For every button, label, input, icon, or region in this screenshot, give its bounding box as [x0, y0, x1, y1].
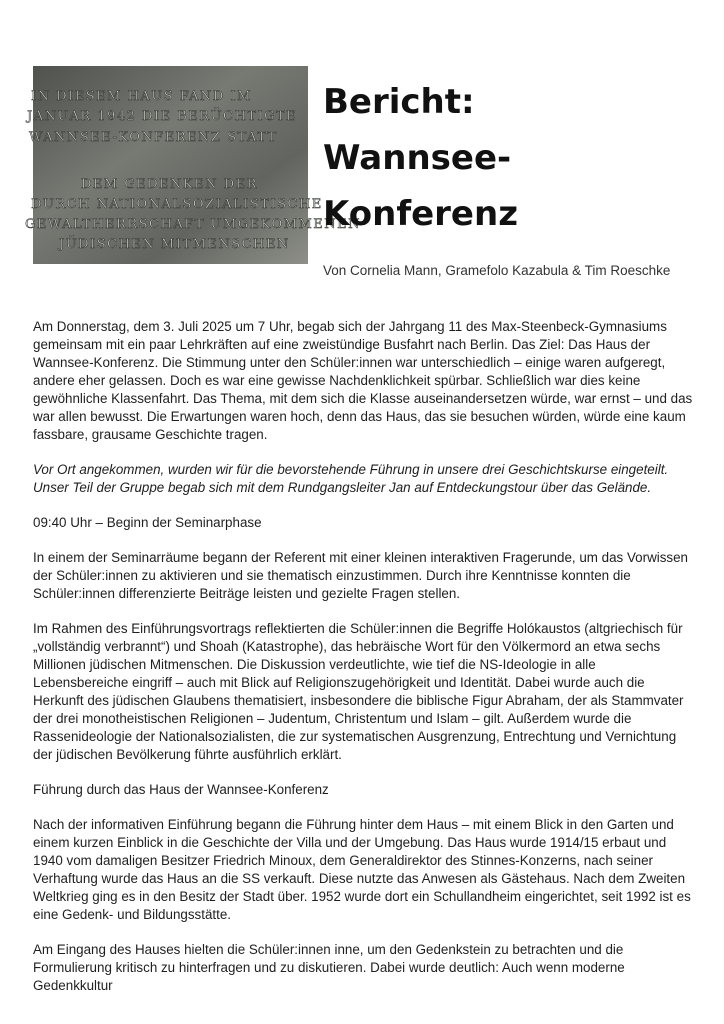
author-byline: Von Cornelia Mann, Gramefolo Kazabula & Tim Roeschke: [323, 263, 671, 278]
section-heading-seminar: 09:40 Uhr – Beginn der Seminarphase: [33, 515, 262, 530]
section-heading-tour: Führung durch das Haus der Wannsee-Konferenz: [33, 782, 329, 797]
title-line: Bericht:: [323, 82, 475, 122]
paragraph-lecture: Im Rahmen des Einführungsvortrags reflektierten die Schüler:innen die Begriffe Holókaustos (altgriechisch für „vollständig verbrannt“) und Shoah (Katastrophe), das hebräische Wort für den Völkermord an etwa sechs Millionen jüdischen Mitmenschen. Die Diskussion verdeutlichte, wie tief die NS-Ideologie in alle Lebensbereiche eingriff – auch mit Blick auf Religionszugehörigkeit und Identität. Dabei wurde auch die Herkunft des jüdischen Glaubens thematisiert, insbesondere die biblische Figur Abraham, der als Stammvater der drei monotheistischen Religionen – Judentum, Christentum und Islam – gilt. Außerdem wurde die Rassenideologie der Nationalsozialisten, die zur systematischen Ausgrenzung, Entrechtung und Vernichtung der jüdischen Bevölkerung führte ausführlich erklärt.: [33, 621, 684, 762]
paragraph-intro: Am Donnerstag, dem 3. Juli 2025 um 7 Uhr, begab sich der Jahrgang 11 des Max-Steenbeck-Gymnasiums gemeinsam mit ein paar Lehrkräften auf eine zweistündige Busfahrt nach Berlin. Das Ziel: Das Haus der Wannsee-Konferenz. Die Stimmung unter den Schüler:innen war unterschiedlich – einige waren aufgeregt, andere eher gelassen. Doch es war eine gewisse Nachdenklichkeit spürbar. Schließlich war dies keine gewöhnliche Klassenfahrt. Das Thema, mit dem sich die Klasse auseinandersetzen würde, war ernst – und das war allen bewusst. Die Erwartungen waren hoch, denn das Haus, das sie besuchen würden, würde eine kaum fassbare, grausame Geschichte tragen.: [33, 319, 693, 442]
paragraph-arrival: Vor Ort angekommen, wurden wir für die bevorstehende Führung in unsere drei Geschichtskurse eingeteilt. Unser Teil der Gruppe begab sich mit dem Rundgangsleiter Jan auf Entdeckungstour über das Gelände.: [33, 462, 669, 495]
paragraph-seminar: In einem der Seminarräume begann der Referent mit einer kleinen interaktiven Fragerunde, um das Vorwissen der Schüler:innen zu aktivieren und sie thematisch einzustimmen. Durch ihre Kenntnisse konnten die Schüler:innen differenzierte Beiträge leisten und gezielte Fragen stellen.: [33, 550, 688, 601]
plaque-line: JÜDISCHEN MITMENSCHEN: [59, 237, 290, 252]
title-line: Konferenz: [323, 194, 518, 234]
plaque-line: WANNSEE-KONFERENZ STATT: [29, 130, 278, 145]
plaque-line: GEWALTHERRSCHAFT UMGEKOMMENEN: [25, 217, 362, 232]
page-title: [323, 74, 703, 242]
plaque-line: IN DIESEM HAUS FAND IM: [31, 89, 252, 104]
plaque-line: JANUAR 1942 DIE BERÜCHTIGTE: [27, 109, 298, 124]
plaque-image: [25, 66, 362, 264]
plaque-line: DEM GEDENKEN DER: [81, 177, 258, 192]
paragraph-entrance: Am Eingang des Hauses hielten die Schüler:innen inne, um den Gedenkstein zu betrachten und die Formulierung kritisch zu hinterfragen und zu diskutieren. Dabei wurde deutlich: Auch wenn moderne Gedenkkultur: [33, 942, 625, 993]
title-line: Wannsee-: [323, 138, 512, 178]
paragraph-tour: Nach der informativen Einführung begann die Führung hinter dem Haus – mit einem Blick in den Garten und einem kurzen Einblick in die Geschichte der Villa und der Umgebung. Das Haus wurde 1914/15 erbaut und 1940 vom damaligen Besitzer Friedrich Minoux, dem Generaldirektor des Stinnes-Konzerns, nach seiner Verhaftung wurde das Haus an die SS verkauft. Diese nutzte das Anwesen als Gästehaus. Nach dem Zweiten Weltkrieg ging es in den Besitz der Stadt über. 1952 wurde dort ein Schullandheim eingerichtet, seit 1992 ist es eine Gedenk- und Bildungsstätte.: [33, 817, 691, 922]
plaque-line: DURCH NATIONALSOZIALISTISCHE: [31, 197, 323, 212]
article-body: [33, 318, 693, 993]
memorial-plaque-photo: [25, 66, 362, 264]
